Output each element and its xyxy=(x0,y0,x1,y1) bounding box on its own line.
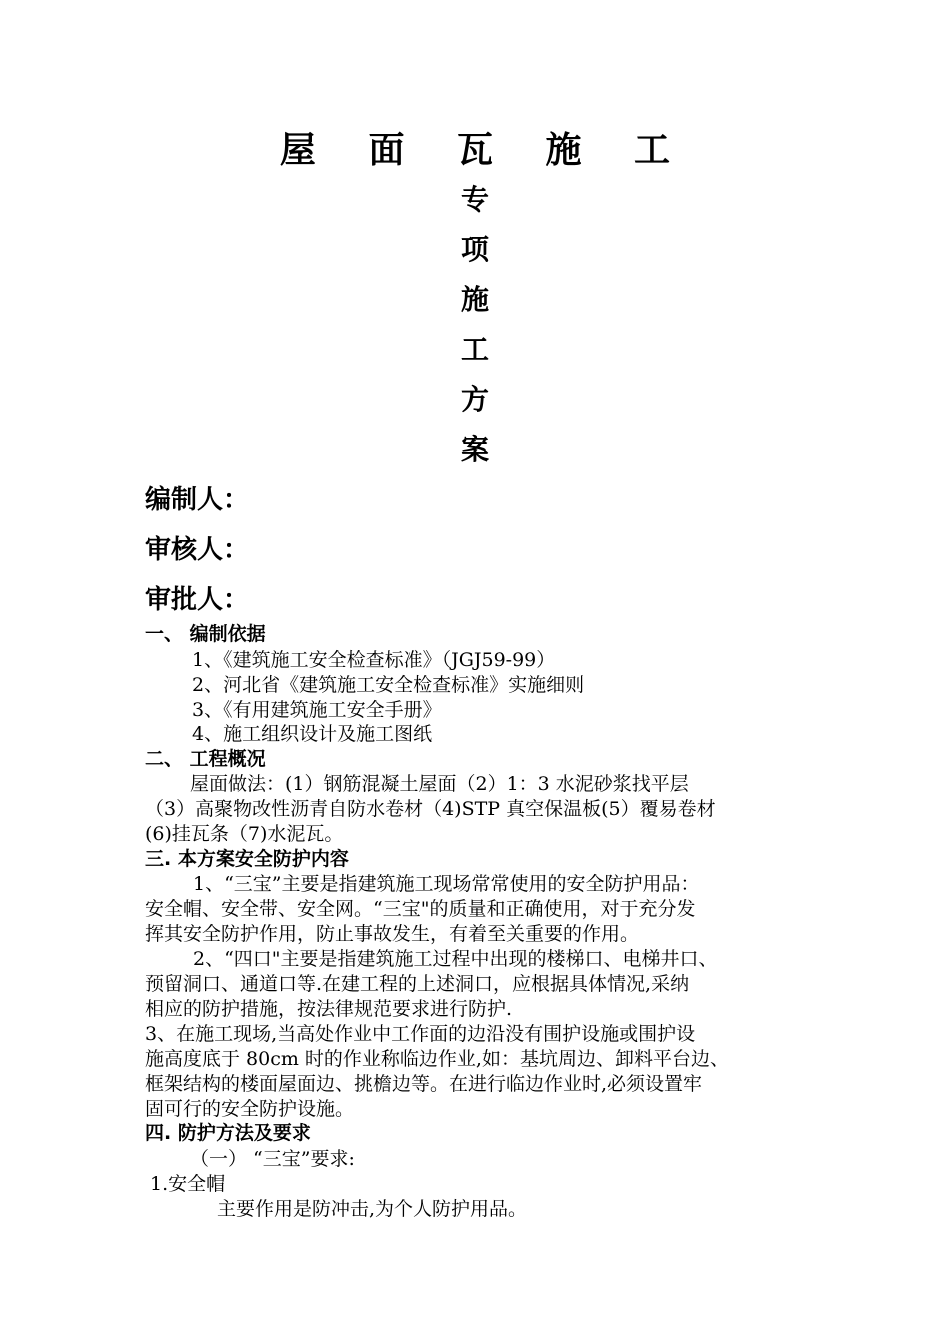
safety-line: 施高度底于 80cm 时的作业称临边作业,如：基坑周边、卸料平台边、 xyxy=(145,1048,729,1070)
vertical-title-char: 案 xyxy=(460,433,489,466)
safety-line: 挥其安全防护作用，防止事故发生，有着至关重要的作用。 xyxy=(145,923,640,945)
safety-line: 预留洞口、通道口等.在建工程的上述洞口，应根据具体情况,采纳 xyxy=(145,973,690,995)
safety-line: 框架结构的楼面屋面边、挑檐边等。在进行临边作业时,必须设置牢 xyxy=(145,1073,703,1095)
reviewer-label: 审核人： xyxy=(145,535,250,565)
vertical-title-char: 专 xyxy=(460,183,489,216)
safety-line: 安全帽、安全带、安全网。“三宝"的质量和正确使用，对于充分发 xyxy=(145,898,696,920)
basis-item: 2、河北省《建筑施工安全检查标准》实施细则 xyxy=(192,674,585,696)
methods-subheading: （一） “三宝”要求: xyxy=(190,1148,355,1170)
safety-line: 3、在施工现场,当高处作业中工作面的边沿没有围护设施或围护设 xyxy=(145,1023,696,1045)
vertical-title-char: 施 xyxy=(460,283,489,316)
methods-item-description: 主要作用是防冲击,为个人防护用品。 xyxy=(217,1198,528,1220)
safety-line: 固可行的安全防护设施。 xyxy=(145,1098,355,1120)
overview-line: 屋面做法：(1）钢筋混凝土屋面（2）1：3 水泥砂浆找平层 xyxy=(190,773,689,795)
document-title: 屋 面 瓦 施 工 xyxy=(279,129,691,171)
overview-line: (6)挂瓦条（7)水泥瓦。 xyxy=(145,823,344,845)
vertical-title-char: 工 xyxy=(460,333,489,366)
section-heading-methods: 四. 防护方法及要求 xyxy=(145,1122,311,1144)
basis-item: 4、施工组织设计及施工图纸 xyxy=(192,723,433,745)
methods-item-helmet: 1.安全帽 xyxy=(150,1173,226,1195)
overview-line: （3）高聚物改性沥青自防水卷材（4)STP 真空保温板(5）覆易卷材 xyxy=(145,798,716,820)
section-heading-overview: 二、 工程概况 xyxy=(145,748,266,770)
basis-item: 1、《建筑施工安全检查标准》（JGJ59-99） xyxy=(192,649,556,671)
safety-line: 2、“四口"主要是指建筑施工过程中出现的楼梯口、电梯井口、 xyxy=(193,948,718,970)
compiler-label: 编制人： xyxy=(145,485,250,515)
section-heading-safety: 三. 本方案安全防护内容 xyxy=(145,848,349,870)
approver-label: 审批人： xyxy=(145,585,250,615)
safety-line: 相应的防护措施，按法律规范要求进行防护. xyxy=(145,998,513,1020)
vertical-title-char: 方 xyxy=(460,383,489,416)
safety-line: 1、“三宝”主要是指建筑施工现场常常使用的安全防护用品： xyxy=(193,873,700,895)
section-heading-basis: 一、 编制依据 xyxy=(145,623,266,645)
vertical-title-char: 项 xyxy=(460,233,489,266)
basis-item: 3、《有用建筑施工安全手册》 xyxy=(192,699,442,721)
